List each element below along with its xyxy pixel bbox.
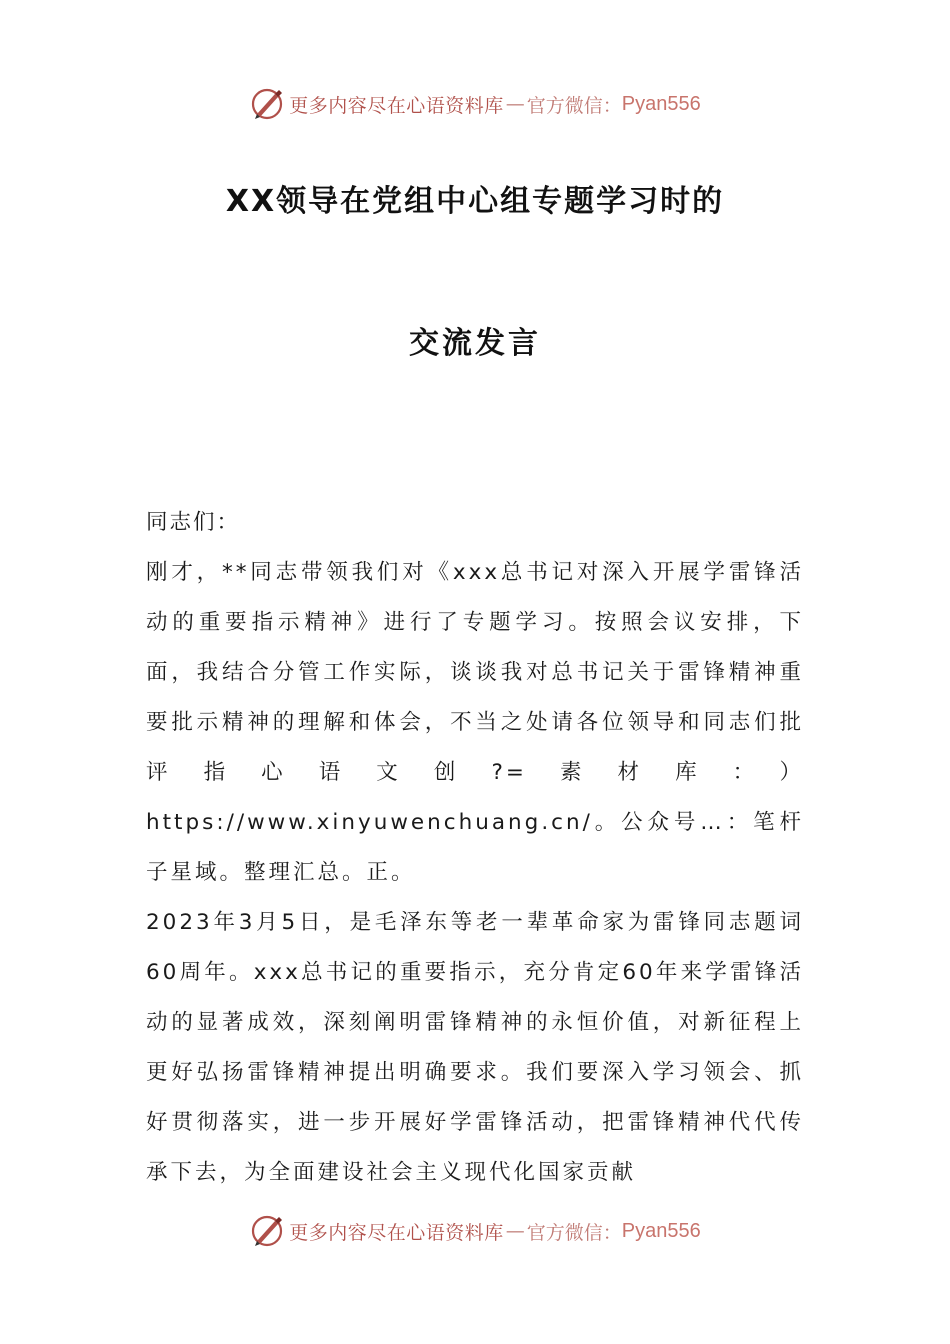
body-paragraph-1: 刚才，**同志带领我们对《xxx总书记对深入开展学雷锋活动的重要指示精神》进行了专题学习。按照会议安排，下面，我结合分管工作实际，谈谈我对总书记关于雷锋精神重要批示精神的理解和体会，不当之处请各位领导和同志们批评指心语文创?=素材库：）https://www.xinyuwenchuang.cn/。公众号…：笔杆子星域。整理汇总。正。 xyxy=(146,560,804,885)
salutation: 同志们： xyxy=(146,510,241,535)
pen-logo-icon xyxy=(249,86,285,122)
footer-banner-dash: — xyxy=(505,1220,525,1242)
body-paragraph-2: 2023年3月5日，是毛泽东等老一辈革命家为雷锋同志题词60周年。xxx总书记的重要指示，充分肯定60年来学雷锋活动的显著成效，深刻阐明雷锋精神的永恒价值，对新征程上更好弘扬雷锋精神提出明确要求。我们要深入学习领会、抓好贯彻落实，进一步开展好学雷锋活动，把雷锋精神代代传承下去，为全面建设社会主义现代化国家贡献 xyxy=(146,910,804,1185)
header-banner-dash: — xyxy=(505,93,525,115)
document-body xyxy=(146,498,804,1198)
footer-wechat-id: Pyan556 xyxy=(621,1219,701,1242)
header-banner-text: 更多内容尽在心语资料库 xyxy=(289,94,504,117)
document-title-line2: 交流发言 xyxy=(409,326,541,361)
header-wechat-label: 官方微信： xyxy=(526,94,622,117)
document-title-line1: XX领导在党组中心组专题学习时的 xyxy=(225,184,725,219)
header-wechat-id: Pyan556 xyxy=(621,92,701,115)
pen-logo-icon xyxy=(249,1213,285,1249)
footer-banner-text: 更多内容尽在心语资料库 xyxy=(289,1221,504,1244)
footer-watermark-banner xyxy=(0,1211,950,1251)
header-watermark-banner xyxy=(0,84,950,124)
footer-wechat-label: 官方微信： xyxy=(526,1221,622,1244)
